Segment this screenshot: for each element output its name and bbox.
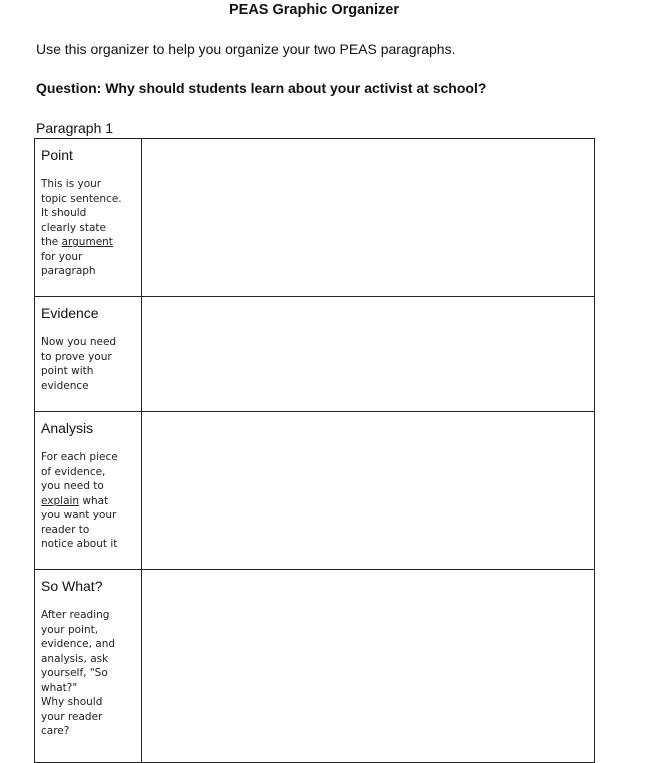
- analysis-answer-cell[interactable]: [142, 412, 595, 570]
- evidence-description: Now you need to prove your point with evidence: [41, 336, 117, 392]
- table-row-evidence: [35, 297, 595, 412]
- so-what-label-cell: [35, 570, 142, 763]
- table-row-so-what: [35, 570, 595, 763]
- point-answer-cell[interactable]: [142, 139, 595, 297]
- underlined-word: explain: [41, 494, 80, 507]
- point-label-cell: [35, 139, 142, 297]
- analysis-label-cell: [35, 412, 142, 570]
- table-row-point: [35, 139, 595, 297]
- so-what-answer-cell[interactable]: [142, 570, 595, 763]
- peas-table: [34, 138, 595, 763]
- evidence-answer-cell[interactable]: [142, 297, 595, 412]
- so-what-heading: So What?: [41, 578, 103, 594]
- point-description: This is your topic sentence. It should clearly state the argument for your paragraph: [41, 178, 122, 277]
- analysis-description: For each piece of evidence, you need to explain what you want your reader to notice about it: [41, 451, 118, 550]
- question-text: Question: Why should students learn about your activist at school?: [36, 80, 487, 96]
- paragraph-label: Paragraph 1: [36, 120, 114, 136]
- evidence-heading: Evidence: [41, 305, 99, 321]
- page-title: PEAS Graphic Organizer: [228, 2, 400, 18]
- so-what-description: After reading your point, evidence, and analysis, ask yourself, "So what?" Why should your reader care?: [41, 609, 116, 737]
- analysis-heading: Analysis: [41, 420, 94, 436]
- evidence-label-cell: [35, 297, 142, 412]
- intro-text: Use this organizer to help you organize your two PEAS paragraphs.: [36, 41, 456, 57]
- table-row-analysis: [35, 412, 595, 570]
- underlined-word: argument: [61, 236, 113, 248]
- point-heading: Point: [41, 147, 73, 163]
